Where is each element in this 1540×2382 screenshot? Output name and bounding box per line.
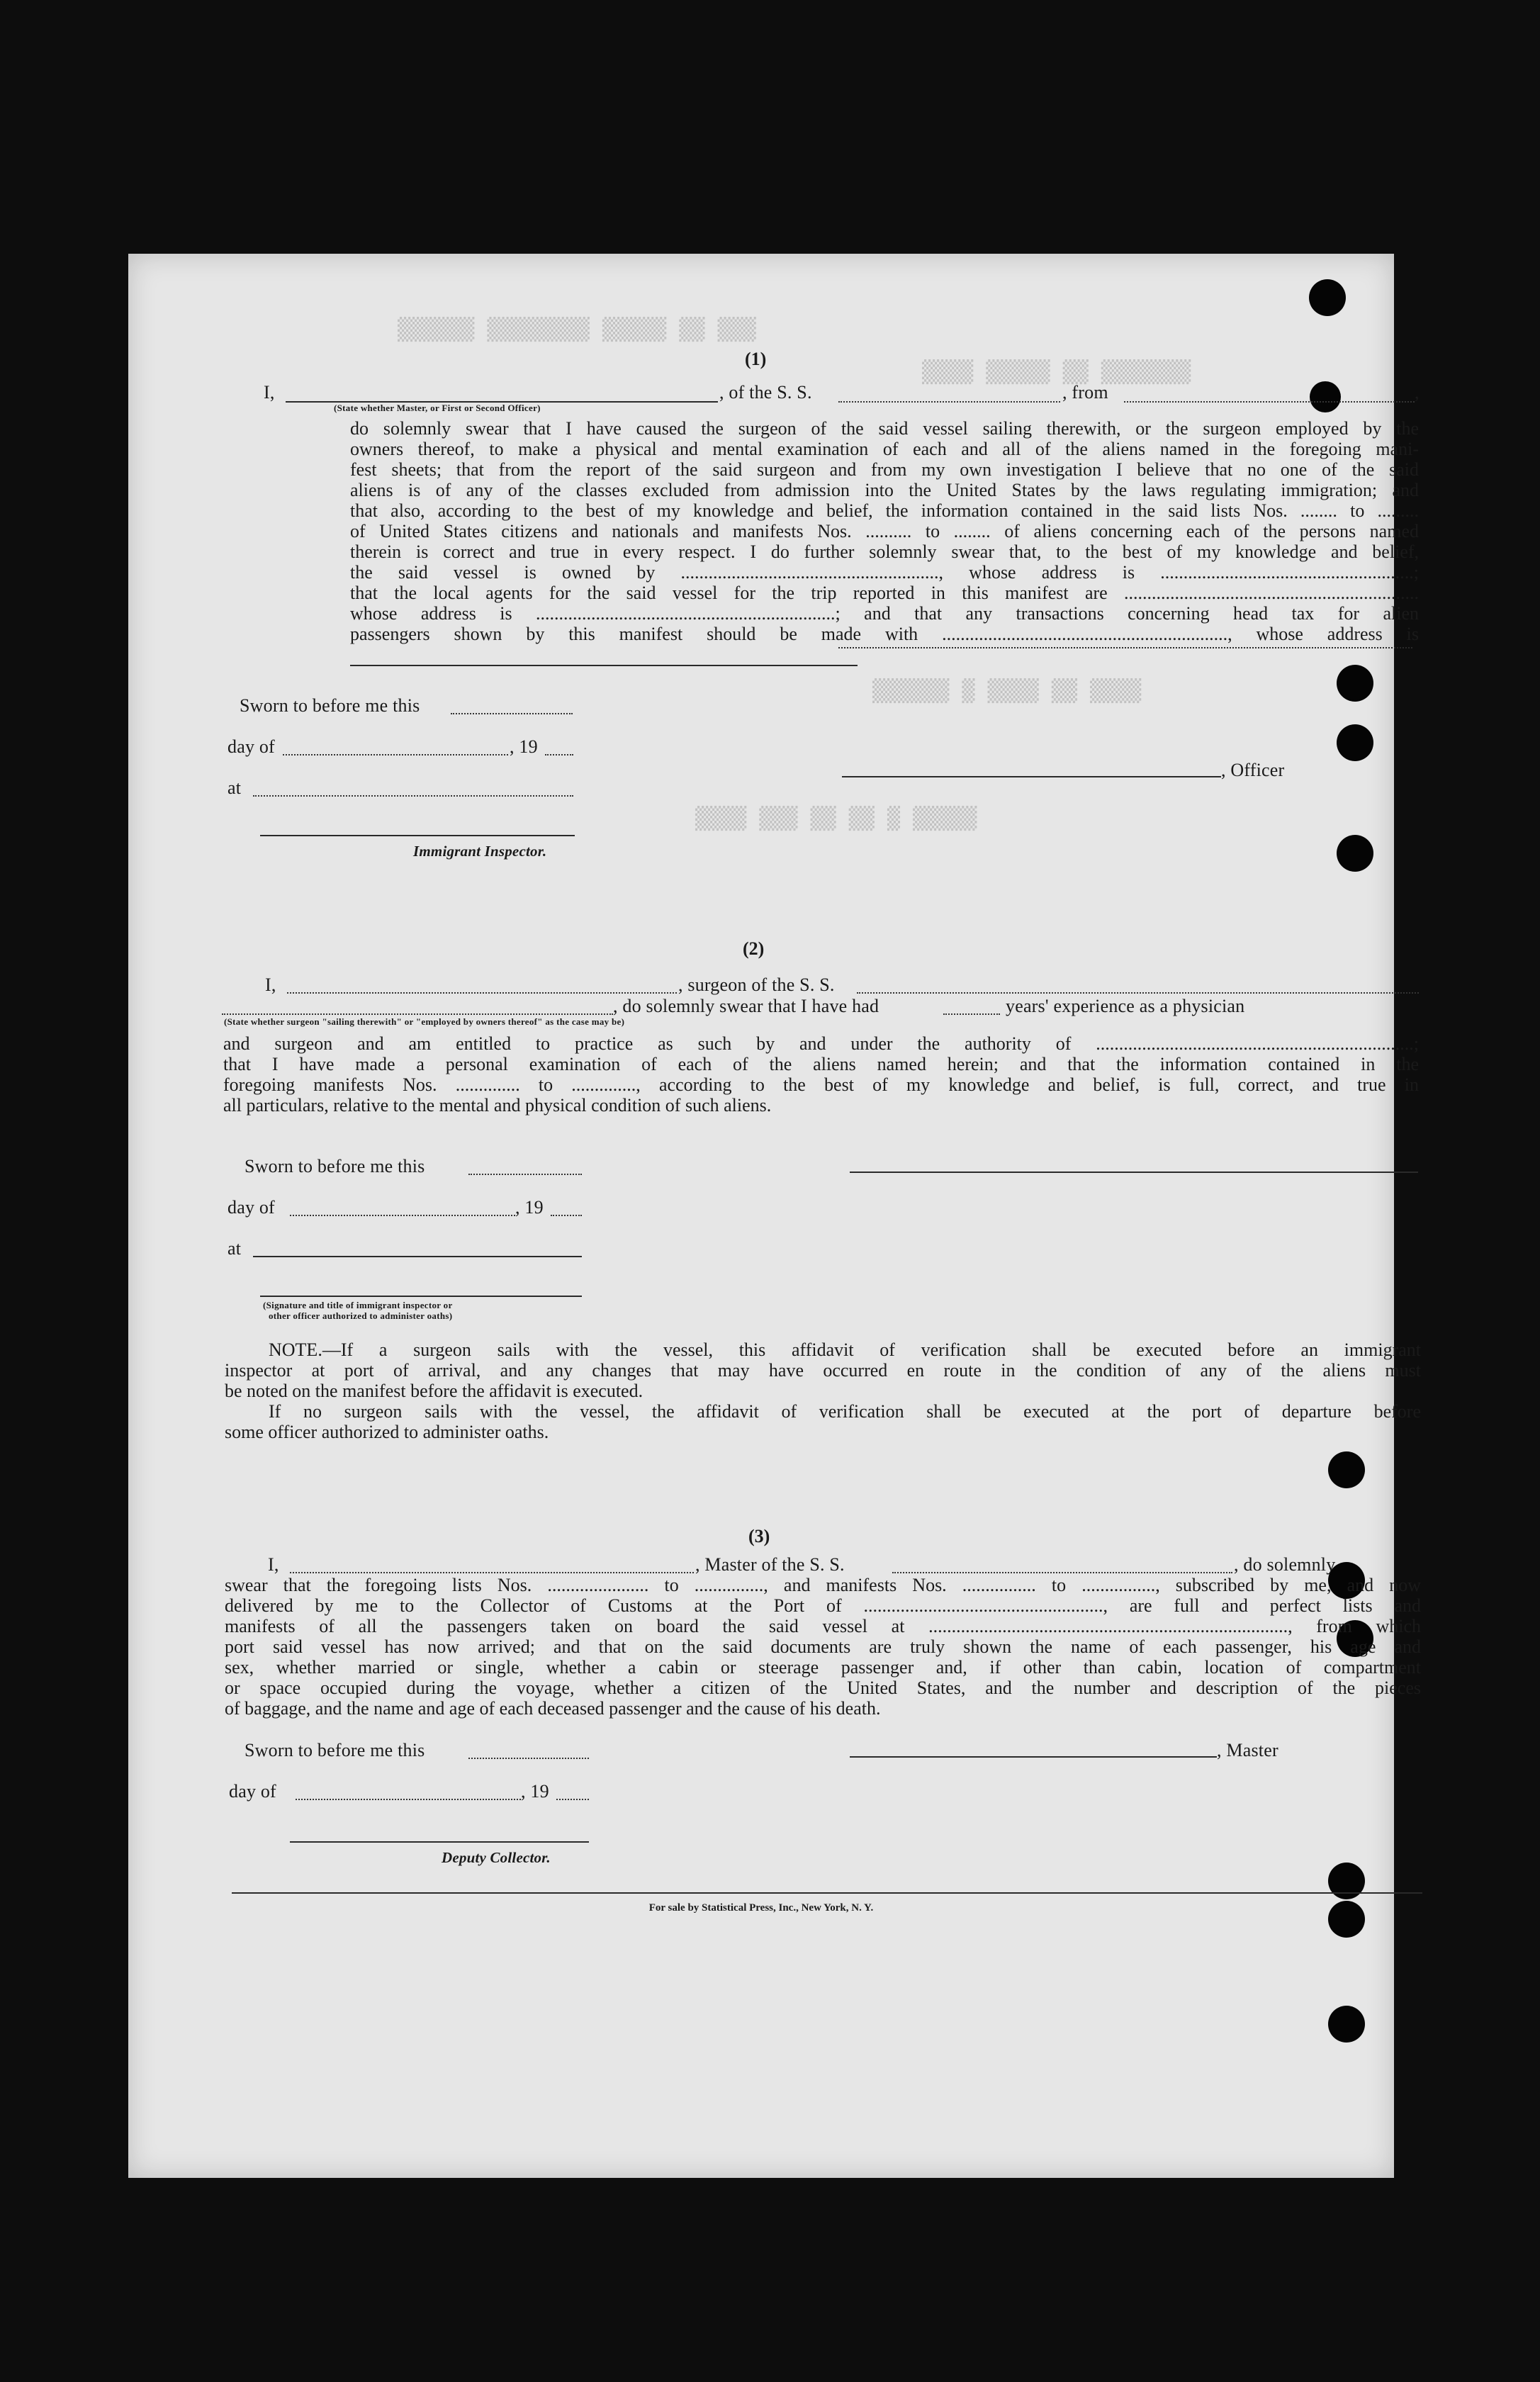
section-1-body-line: owners thereof, to make a physical and mental examination of each and all of the aliens named in the foregoing mani- bbox=[350, 439, 1419, 459]
section-1-of-ship: , of the S. S. bbox=[719, 382, 812, 403]
section-1-body-line: passengers shown by this manifest should be made with .............................................................., whose address is bbox=[350, 624, 1419, 644]
at-place-line bbox=[253, 795, 573, 797]
section-1-body-line: the said vessel is owned by ........................................................, whose address is .......................................................; bbox=[350, 562, 1419, 583]
section-2-i: I, bbox=[265, 974, 276, 995]
section-3-master-sig: , Master bbox=[1217, 1740, 1278, 1760]
section-3-body-line: or space occupied during the voyage, whether a citizen of the United States, and the number and description of the pieces bbox=[225, 1678, 1421, 1698]
note-line: If no surgeon sails with the vessel, the affidavit of verification shall be executed at the port of departure before bbox=[269, 1401, 1421, 1422]
day-of-line bbox=[296, 1799, 521, 1800]
note-line: some officer authorized to administer oaths. bbox=[225, 1422, 549, 1442]
day-of-line bbox=[283, 754, 508, 755]
section-1-number: (1) bbox=[745, 349, 767, 369]
section-1-sworn: Sworn to before me this bbox=[240, 695, 420, 716]
section-1-year: , 19 bbox=[510, 736, 538, 757]
section-1-body-line: that also, according to the best of my knowledge and belief, the information contained in the said lists Nos. ........ to ......... bbox=[350, 500, 1419, 521]
section-3-body-line: of baggage, and the name and age of each deceased passenger and the cause of his death. bbox=[225, 1698, 881, 1719]
surgeon-signature-line bbox=[850, 1172, 1418, 1173]
punch-hole bbox=[1328, 2006, 1365, 2043]
note-line: inspector at port of arrival, and any changes that may have occurred en route in the condition of any of the aliens must bbox=[225, 1360, 1421, 1381]
form-page bbox=[128, 254, 1421, 2178]
ship-name-line bbox=[838, 401, 1060, 403]
bleed-through-marks: ▒▒▒ ▒▒ ▒▒▒▒▒ ▒▒▒▒▒▒▒▒ ▒▒▒▒▒▒ bbox=[398, 318, 756, 342]
inspector-signature-line bbox=[260, 1296, 582, 1297]
section-2-body-line: that I have made a personal examination of each of the aliens named herein; and that the information contained in the bbox=[223, 1054, 1419, 1074]
agent-address-line bbox=[350, 665, 858, 666]
section-1-day-of: day of bbox=[227, 736, 275, 757]
punch-hole bbox=[1310, 381, 1341, 412]
master-ship-line bbox=[892, 1572, 1232, 1573]
punch-hole bbox=[1337, 835, 1373, 872]
section-2-day-of: day of bbox=[227, 1197, 275, 1218]
section-2-surgeon: , surgeon of the S. S. bbox=[678, 974, 835, 995]
departure-port-line bbox=[1124, 401, 1415, 403]
officer-note: (State whether Master, or First or Second Officer) bbox=[334, 403, 541, 413]
section-3-master: , Master of the S. S. bbox=[695, 1554, 845, 1575]
section-1-body-line: that the local agents for the said vessel for the trip reported in this manifest are ................................................................ bbox=[350, 583, 1419, 603]
section-1-body-line: aliens is of any of the classes excluded from admission into the United States by the laws regulating immigration; and bbox=[350, 480, 1419, 500]
section-1-i: I, bbox=[264, 382, 275, 403]
years-experience-line bbox=[943, 1013, 1000, 1015]
section-3-number: (3) bbox=[748, 1526, 770, 1546]
section-2-year: , 19 bbox=[515, 1197, 544, 1218]
at-place-line bbox=[253, 1256, 582, 1257]
bleed-through-marks: ▒▒▒▒▒▒▒ ▒▒ ▒▒▒▒▒ ▒▒▒▒ bbox=[922, 360, 1191, 385]
section-1-at: at bbox=[227, 777, 242, 798]
punch-hole bbox=[1337, 665, 1373, 702]
section-1-body-line: of United States citizens and nationals and manifests Nos. .......... to ........ of aliens concerning each of the persons named bbox=[350, 521, 1419, 541]
section-3-body-line: sex, whether married or single, whether a cabin or steerage passenger and, if other than cabin, location of compartment bbox=[225, 1657, 1421, 1678]
inspector-signature-line bbox=[260, 835, 575, 836]
section-1-from: , from bbox=[1062, 382, 1108, 403]
surgeon-status-line bbox=[222, 1013, 613, 1015]
surgeon-name-line bbox=[287, 992, 677, 994]
section-1-body-line: therein is correct and true in every respect. I do further solemnly swear that, to the best of my knowledge and belief, bbox=[350, 541, 1419, 562]
bleed-through-marks: ▒▒▒▒▒ ▒ ▒▒ ▒▒ ▒▒▒ ▒▒▒▒ bbox=[695, 807, 977, 831]
section-3-year: , 19 bbox=[521, 1781, 549, 1802]
day-of-line bbox=[290, 1215, 515, 1216]
section-3-body-line: manifests of all the passengers taken on board the said vessel at .............................................................................., from which bbox=[225, 1616, 1421, 1636]
section-2-number: (2) bbox=[743, 938, 765, 959]
year-line bbox=[551, 1215, 582, 1216]
sworn-date-line bbox=[468, 1758, 589, 1759]
master-signature-line bbox=[850, 1756, 1217, 1758]
punch-hole bbox=[1328, 1863, 1365, 1899]
bleed-through-marks: ▒▒▒▒ ▒▒ ▒▒▒▒ ▒ ▒▒▒▒▒▒ bbox=[872, 679, 1142, 704]
section-2-body-line: and surgeon and am entitled to practice as such by and under the authority of .....................................................................; bbox=[223, 1033, 1419, 1054]
officer-signature-line bbox=[842, 776, 1221, 777]
punch-hole bbox=[1309, 279, 1346, 316]
signature-caption: other officer authorized to administer oaths) bbox=[269, 1310, 453, 1321]
section-3-sworn: Sworn to before me this bbox=[245, 1740, 425, 1760]
punch-hole bbox=[1337, 724, 1373, 761]
section-2-swear: , do solemnly swear that I have had bbox=[613, 996, 879, 1016]
section-1-line-end: , bbox=[1415, 382, 1420, 403]
section-2-body-line: foregoing manifests Nos. .............. to .............., according to the best of my knowledge and belief, is full, correct, and true in bbox=[223, 1074, 1419, 1095]
agent-address-line-2 bbox=[838, 647, 1412, 648]
section-1-body-line: do solemnly swear that I have caused the surgeon of the said vessel sailing therewith, or the surgeon employed by the bbox=[350, 418, 1419, 439]
signature-caption: (Signature and title of immigrant inspector or bbox=[263, 1300, 453, 1310]
section-3-day-of: day of bbox=[229, 1781, 276, 1802]
section-2-sworn: Sworn to before me this bbox=[245, 1156, 425, 1176]
printer-footer: For sale by Statistical Press, Inc., New York, N. Y. bbox=[648, 1902, 874, 1914]
section-2-at: at bbox=[227, 1238, 242, 1259]
master-name-line bbox=[290, 1572, 694, 1573]
collector-signature-line bbox=[290, 1841, 589, 1843]
section-3-body-line: swear that the foregoing lists Nos. ...................... to ..............., and manifests Nos. ................ to ................, subscribed by me, and now bbox=[225, 1575, 1421, 1595]
section-1-body-line: whose address is .................................................................; and that any transactions concerning head tax for alien bbox=[350, 603, 1419, 624]
note-line: NOTE.—If a surgeon sails with the vessel, this affidavit of verification shall be executed before an immigrant bbox=[269, 1339, 1421, 1360]
punch-hole bbox=[1328, 1451, 1365, 1488]
section-2-body-line: all particulars, relative to the mental and physical condition of such aliens. bbox=[223, 1095, 772, 1116]
footer-rule bbox=[232, 1892, 1422, 1894]
sworn-date-line bbox=[451, 713, 573, 714]
section-1-body-line: fest sheets; that from the report of the said surgeon and from my own investigation I believe that no one of the said bbox=[350, 459, 1419, 480]
section-2-years: years' experience as a physician bbox=[1006, 996, 1245, 1016]
year-line bbox=[556, 1799, 589, 1800]
section-3-end: , do solemnly bbox=[1234, 1554, 1336, 1575]
collector-caption: Deputy Collector. bbox=[442, 1849, 551, 1866]
surgeon-ship-line bbox=[857, 992, 1419, 994]
section-3-body-line: delivered by me to the Collector of Customs at the Port of ...................................................., are full and perfect lists and bbox=[225, 1595, 1421, 1616]
surgeon-note: (State whether surgeon "sailing therewith" or "employed by owners thereof" as the case may be) bbox=[224, 1016, 625, 1027]
section-3-i: I, bbox=[268, 1554, 279, 1575]
note-line: be noted on the manifest before the affidavit is executed. bbox=[225, 1381, 643, 1401]
inspector-caption: Immigrant Inspector. bbox=[413, 843, 547, 860]
year-line bbox=[545, 754, 573, 755]
sworn-date-line bbox=[468, 1174, 582, 1175]
section-1-officer: , Officer bbox=[1221, 760, 1285, 780]
section-3-body-line: port said vessel has now arrived; and that on the said documents are truly shown the name of each passenger, his age and bbox=[225, 1636, 1421, 1657]
